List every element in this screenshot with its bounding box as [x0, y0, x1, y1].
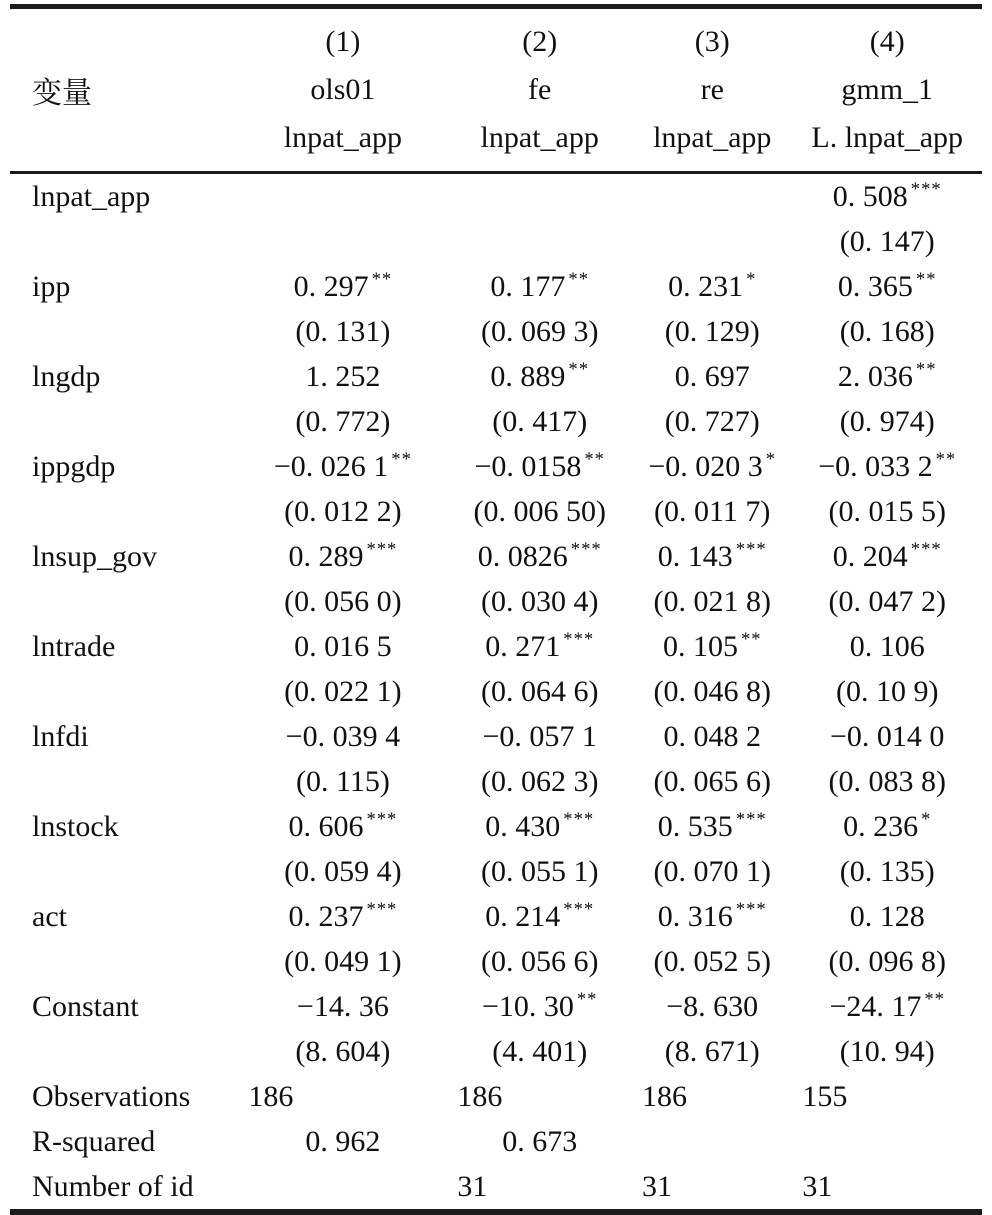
variable-label: ipp — [32, 269, 71, 303]
coefficient-cell — [238, 173, 447, 220]
stderr-cell: (0. 012 2) — [284, 494, 402, 528]
stderr-row — [10, 849, 982, 894]
significance-stars: *** — [570, 538, 602, 560]
stderr-row — [10, 669, 982, 714]
stderr-cell: (0. 021 8) — [653, 584, 771, 618]
stderr-cell: (0. 065 6) — [653, 764, 771, 798]
coefficient-cell: 0. 365 ** — [837, 268, 937, 303]
coefficient-cell: 0. 606 *** — [288, 808, 398, 843]
coefficient-cell — [632, 173, 792, 220]
stderr-cell: (0. 006 50) — [473, 494, 606, 528]
stat-value: 0. 673 — [502, 1124, 578, 1158]
stderr-cell: (0. 147) — [839, 224, 935, 258]
stderr-cell: (0. 10 9) — [835, 674, 939, 708]
coefficient-row — [10, 624, 982, 669]
variable-label: lnfdi — [32, 719, 89, 753]
coefficient-cell: −0. 020 3 * — [648, 448, 777, 483]
stderr-cell: (0. 772) — [295, 404, 391, 438]
coefficient-row — [10, 534, 982, 579]
coefficient-cell: −0. 033 2 ** — [818, 448, 957, 483]
coefficient-cell: 2. 036 ** — [837, 358, 937, 393]
significance-stars: ** — [915, 268, 937, 290]
coefficient-cell: 0. 214 *** — [485, 898, 595, 933]
model-name: gmm_1 — [841, 73, 934, 106]
coefficient-row — [10, 444, 982, 489]
regression-table — [10, 4, 982, 1215]
significance-stars: *** — [563, 628, 595, 650]
model-number: (4) — [869, 25, 905, 58]
dependent-variable: lnpat_app — [447, 114, 632, 173]
coefficient-cell: −24. 17 ** — [829, 988, 945, 1023]
significance-stars: *** — [366, 808, 398, 830]
coefficient-cell: 0. 128 — [849, 899, 925, 933]
significance-stars: *** — [563, 808, 595, 830]
coefficient-cell: −14. 36 — [296, 989, 389, 1023]
coefficient-cell: −0. 0158 ** — [474, 448, 605, 483]
coefficient-cell: 0. 535 *** — [657, 808, 767, 843]
variable-label: lntrade — [32, 629, 116, 663]
coefficient-cell: 0. 289 *** — [288, 538, 398, 573]
model-number: (3) — [694, 25, 730, 58]
empty-label-cell — [10, 219, 238, 264]
coefficient-cell: 0. 143 *** — [657, 538, 767, 573]
stat-value: 186 — [457, 1079, 503, 1113]
significance-stars: *** — [366, 898, 398, 920]
significance-stars: *** — [910, 538, 942, 560]
dependent-variable-row — [10, 114, 982, 173]
stat-row — [10, 1164, 982, 1212]
dependent-variable: lnpat_app — [632, 114, 792, 173]
empty-label-cell — [10, 759, 238, 804]
stderr-cell: (0. 135) — [839, 854, 935, 888]
stderr-cell: (0. 070 1) — [653, 854, 771, 888]
empty-label-cell — [10, 849, 238, 894]
coefficient-cell: 0. 271 *** — [485, 628, 595, 663]
empty-label-cell — [10, 1029, 238, 1074]
model-number-row — [10, 7, 982, 67]
stat-value: 186 — [642, 1079, 688, 1113]
significance-stars: ** — [576, 988, 598, 1010]
coefficient-row — [10, 354, 982, 399]
stderr-cell: (0. 168) — [839, 314, 935, 348]
stderr-cell: (0. 047 2) — [828, 584, 946, 618]
stderr-cell — [447, 219, 632, 264]
coefficient-row — [10, 264, 982, 309]
stat-label: Observations — [32, 1079, 191, 1113]
stderr-cell: (0. 115) — [295, 764, 390, 798]
stderr-row — [10, 219, 982, 264]
coefficient-cell: 0. 0826 *** — [477, 538, 602, 573]
stat-value: 155 — [802, 1079, 848, 1113]
stderr-cell: (0. 083 8) — [828, 764, 946, 798]
stderr-cell: (0. 974) — [839, 404, 935, 438]
significance-stars: ** — [568, 268, 589, 290]
coefficient-row — [10, 173, 982, 220]
stderr-cell: (10. 94) — [839, 1034, 935, 1068]
stderr-cell: (0. 727) — [664, 404, 760, 438]
coefficient-cell: 0. 016 5 — [294, 629, 392, 663]
stderr-row — [10, 399, 982, 444]
stderr-row — [10, 1029, 982, 1074]
coefficient-cell: −0. 026 1 ** — [273, 448, 412, 483]
dependent-variable: L. lnpat_app — [792, 114, 982, 173]
coefficient-cell: 0. 177 ** — [490, 268, 589, 303]
coefficient-row — [10, 714, 982, 759]
significance-stars: *** — [735, 808, 767, 830]
stderr-cell: (0. 131) — [295, 314, 391, 348]
stderr-cell: (0. 129) — [664, 314, 760, 348]
model-name-row — [10, 66, 982, 114]
stderr-cell: (0. 069 3) — [480, 314, 599, 348]
significance-stars: *** — [563, 898, 595, 920]
coefficient-cell: −0. 057 1 — [482, 719, 597, 753]
significance-stars: ** — [584, 448, 605, 470]
coefficient-cell: 0. 316 *** — [657, 898, 767, 933]
significance-stars: ** — [568, 358, 589, 380]
significance-stars: ** — [915, 358, 937, 380]
variable-column-header: 变量 — [32, 77, 92, 110]
stat-value: 31 — [457, 1169, 488, 1203]
significance-stars: * — [921, 808, 932, 830]
significance-stars: ** — [924, 988, 945, 1010]
coefficient-cell: 0. 889 ** — [490, 358, 589, 393]
stat-value — [632, 1119, 792, 1164]
stat-row — [10, 1119, 982, 1164]
stat-value — [792, 1119, 982, 1164]
stderr-cell: (0. 064 6) — [480, 674, 599, 708]
significance-stars: * — [765, 448, 777, 470]
table-body — [10, 173, 982, 1213]
significance-stars: ** — [371, 268, 393, 290]
coefficient-cell: 0. 430 *** — [485, 808, 595, 843]
stderr-row — [10, 939, 982, 984]
stderr-row — [10, 579, 982, 624]
empty-label-cell — [10, 489, 238, 534]
stderr-cell: (0. 056 0) — [284, 584, 402, 618]
stderr-cell: (0. 056 6) — [480, 944, 599, 978]
variable-label: lngdp — [32, 359, 101, 393]
coefficient-cell: 0. 236 * — [843, 808, 932, 843]
dependent-variable: lnpat_app — [238, 114, 447, 173]
coefficient-cell: 0. 237 *** — [288, 898, 398, 933]
corner-empty-cell — [10, 7, 238, 67]
stat-value: 0. 962 — [305, 1124, 381, 1158]
stderr-cell: (4. 401) — [492, 1034, 588, 1068]
empty-cell — [10, 114, 238, 173]
empty-label-cell — [10, 579, 238, 624]
model-name: fe — [528, 73, 552, 106]
model-name: ols01 — [310, 73, 376, 106]
coefficient-cell: 0. 231 * — [668, 268, 757, 303]
significance-stars: *** — [366, 538, 398, 560]
stderr-cell: (0. 030 4) — [480, 584, 599, 618]
coefficient-cell: 0. 297 ** — [293, 268, 393, 303]
coefficient-cell: 0. 048 2 — [663, 719, 761, 753]
variable-label: Constant — [32, 989, 139, 1023]
coefficient-row — [10, 984, 982, 1029]
significance-stars: *** — [735, 538, 767, 560]
variable-label: lnstock — [32, 809, 119, 843]
stderr-cell: (8. 604) — [295, 1034, 391, 1068]
stat-row — [10, 1074, 982, 1119]
empty-label-cell — [10, 939, 238, 984]
model-name: re — [700, 73, 724, 106]
stderr-cell: (0. 059 4) — [284, 854, 402, 888]
stderr-cell: (0. 049 1) — [284, 944, 402, 978]
stderr-cell: (0. 046 8) — [653, 674, 771, 708]
coefficient-cell: 0. 697 — [674, 359, 750, 393]
coefficient-cell — [447, 173, 632, 220]
variable-label: lnsup_gov — [32, 539, 158, 573]
coefficient-cell: 0. 204 *** — [832, 538, 942, 573]
stderr-cell: (0. 417) — [492, 404, 588, 438]
coefficient-cell: −0. 014 0 — [830, 719, 945, 753]
coefficient-cell: 1. 252 — [305, 359, 381, 393]
significance-stars: *** — [735, 898, 767, 920]
stderr-cell: (0. 055 1) — [480, 854, 599, 888]
stderr-row — [10, 489, 982, 534]
stat-value — [238, 1164, 447, 1212]
significance-stars: ** — [935, 448, 957, 470]
coefficient-row — [10, 894, 982, 939]
stat-value: 186 — [248, 1079, 294, 1113]
coefficient-cell: −10. 30 ** — [481, 988, 598, 1023]
empty-label-cell — [10, 399, 238, 444]
stat-value: 31 — [802, 1169, 833, 1203]
table-header — [10, 7, 982, 173]
coefficient-cell: −8. 630 — [666, 989, 759, 1023]
variable-label: lnpat_app — [32, 179, 151, 213]
stderr-cell — [238, 219, 447, 264]
stderr-cell: (0. 011 7) — [654, 494, 771, 528]
significance-stars: *** — [910, 178, 942, 200]
coefficient-cell: 0. 508 *** — [832, 178, 942, 213]
significance-stars: * — [746, 268, 757, 290]
model-number: (2) — [522, 25, 558, 58]
significance-stars: ** — [740, 628, 762, 650]
coefficient-row — [10, 804, 982, 849]
coefficient-cell: −0. 039 4 — [285, 719, 401, 753]
empty-label-cell — [10, 309, 238, 354]
stderr-row — [10, 759, 982, 804]
coefficient-cell: 0. 106 — [849, 629, 925, 663]
stderr-cell: (0. 096 8) — [828, 944, 946, 978]
stderr-cell: (0. 015 5) — [828, 494, 946, 528]
stat-label: R-squared — [32, 1124, 156, 1158]
empty-label-cell — [10, 669, 238, 714]
stat-value: 31 — [642, 1169, 673, 1203]
coefficient-cell: 0. 105 ** — [662, 628, 762, 663]
stderr-cell: (0. 052 5) — [653, 944, 771, 978]
variable-label: ippgdp — [32, 449, 116, 483]
stderr-cell: (0. 062 3) — [480, 764, 599, 798]
model-number: (1) — [325, 25, 361, 58]
stderr-cell — [632, 219, 792, 264]
stderr-row — [10, 309, 982, 354]
significance-stars: ** — [391, 448, 412, 470]
variable-label: act — [32, 899, 67, 933]
stderr-cell: (0. 022 1) — [284, 674, 402, 708]
stat-label: Number of id — [32, 1169, 194, 1203]
stderr-cell: (8. 671) — [664, 1034, 760, 1068]
